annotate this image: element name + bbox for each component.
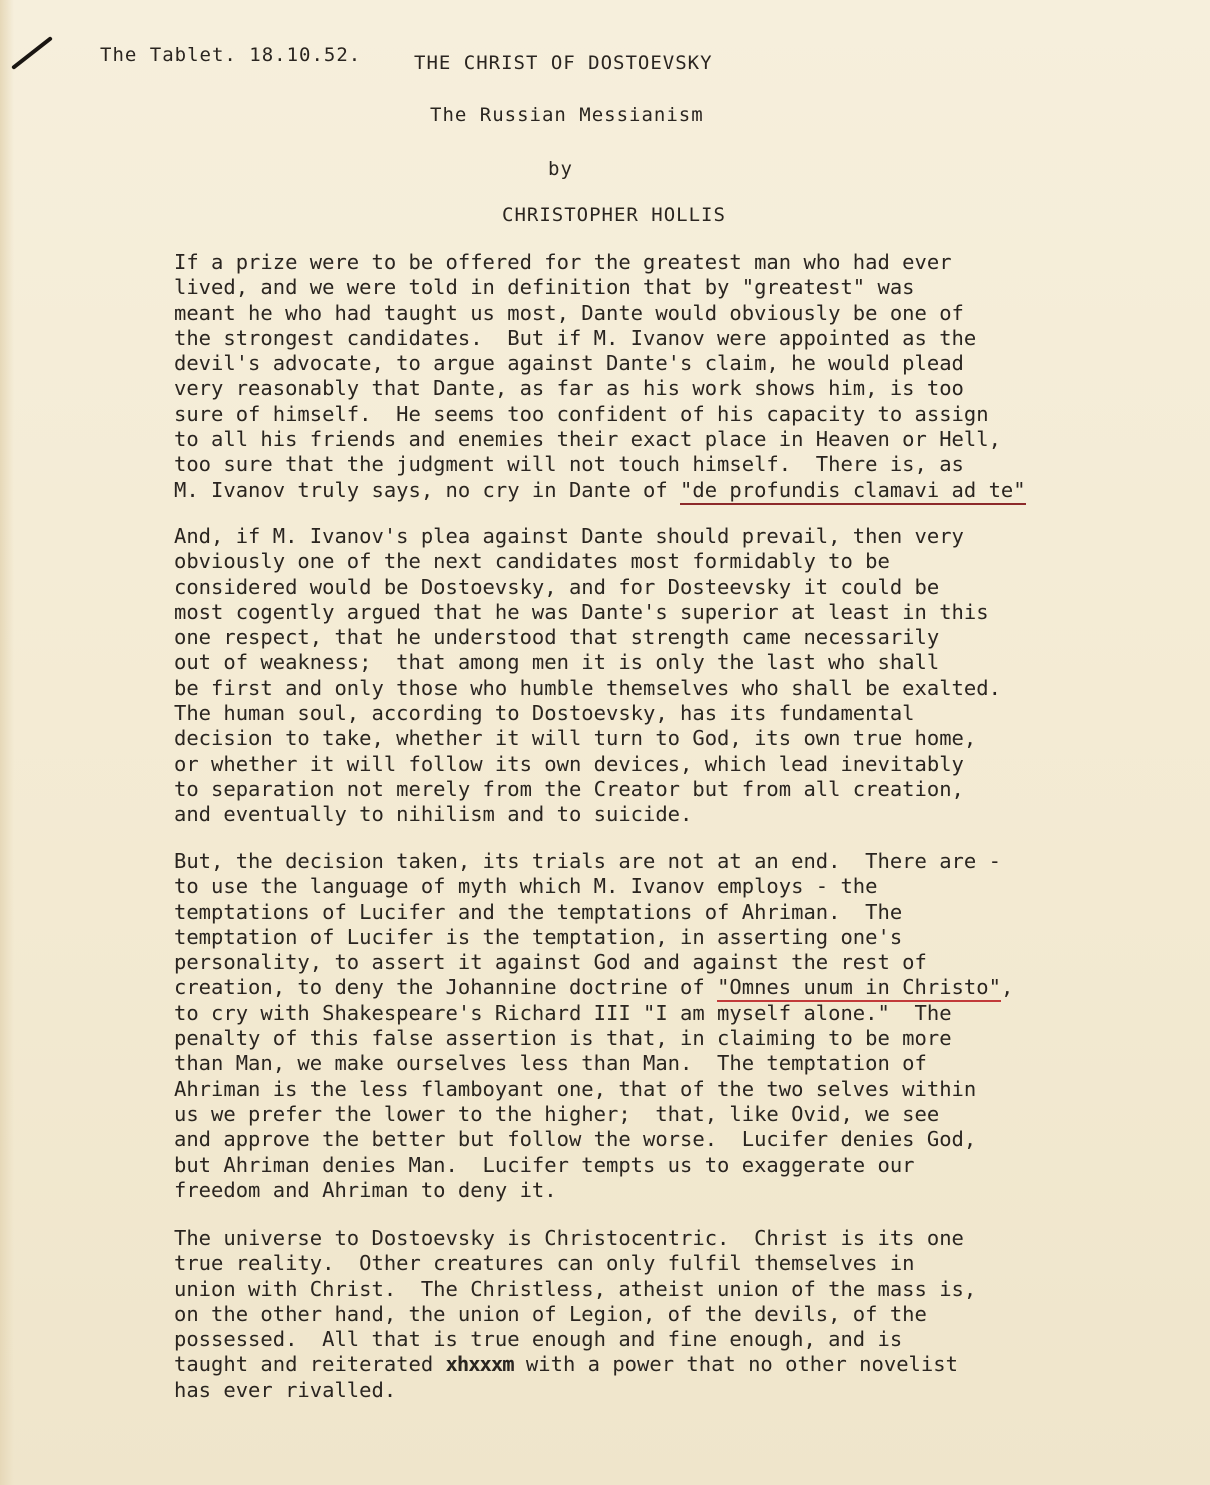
text-line: Ahriman is the less flamboyant one, that of the two selves within — [174, 1076, 977, 1101]
author-name: CHRISTOPHER HOLLIS — [502, 204, 726, 226]
text-line: penalty of this false assertion is that, in claiming to be more — [174, 1026, 952, 1051]
paragraph-1 — [174, 250, 1194, 503]
text-line: freedom and Ahriman to deny it. — [174, 1177, 557, 1202]
source-note: The Tablet. 18.10.52. — [100, 44, 362, 66]
text-segment: taught and reiterated — [174, 1352, 446, 1377]
text-line: obviously one of the next candidates most formidably to be — [174, 549, 890, 574]
text-line: has ever rivalled. — [174, 1377, 397, 1402]
underlined-latin-quote: "de profundis clamavi ad te" — [680, 478, 1026, 505]
text-line: meant he who had taught us most, Dante would obviously be one of — [174, 300, 964, 325]
text-line: but Ahriman denies Man. Lucifer tempts us to exaggerate our — [174, 1152, 915, 1177]
text-line: most cogently argued that he was Dante's superior at least in this — [174, 599, 989, 624]
text-line: temptation of Lucifer is the temptation, in asserting one's — [174, 924, 903, 949]
text-line: be first and only those who humble themselves who shall be exalted. — [174, 675, 1001, 700]
text-line: or whether it will follow its own devices, which lead inevitably — [174, 751, 964, 776]
paper-edge — [0, 0, 14, 1485]
text-line-with-strikeover — [174, 1352, 1194, 1377]
byline-by: by — [548, 158, 573, 180]
text-segment: creation, to deny the Johannine doctrine of — [174, 975, 718, 1000]
text-line: than Man, we make ourselves less than Man. The temptation of — [174, 1051, 927, 1076]
text-line: us we prefer the lower to the higher; that, like Ovid, we see — [174, 1101, 940, 1126]
text-line: devil's advocate, to argue against Dante's claim, he would plead — [174, 351, 964, 376]
text-line: and approve the better but follow the worse. Lucifer denies God, — [174, 1127, 977, 1152]
text-line: to separation not merely from the Creator but from all creation, — [174, 776, 964, 801]
text-segment: , — [1000, 975, 1014, 1000]
text-line-with-quote — [174, 478, 1194, 503]
article-title: THE CHRIST OF DOSTOEVSKY — [414, 52, 713, 74]
text-line: to all his friends and enemies their exact place in Heaven or Hell, — [174, 427, 1001, 452]
text-line: considered would be Dostoevsky, and for Dosteevsky it could be — [174, 574, 940, 599]
text-segment: with a power that no other novelist — [513, 1352, 958, 1377]
paragraph-4 — [174, 1226, 1194, 1403]
text-line-with-quote — [174, 975, 1194, 1000]
text-line: possessed. All that is true enough and fine enough, and is — [174, 1327, 903, 1352]
text-line: decision to take, whether it will turn to God, its own true home, — [174, 726, 977, 751]
text-line: If a prize were to be offered for the greatest man who had ever — [174, 250, 952, 274]
struck-out-word: xhxxxm — [445, 1352, 514, 1377]
underlined-latin-quote: "Omnes unum in Christo" — [717, 975, 1001, 1002]
text-line: too sure that the judgment will not touch himself. There is, as — [174, 452, 964, 477]
text-line: personality, to assert it against God and against the rest of — [174, 950, 927, 975]
text-line: one respect, that he understood that strength came necessarily — [174, 625, 940, 650]
paragraph-2 — [174, 524, 1194, 828]
text-line: union with Christ. The Christless, atheist union of the mass is, — [174, 1276, 977, 1301]
pen-mark — [11, 36, 53, 70]
text-line: to cry with Shakespeare's Richard III "I am myself alone." The — [174, 1000, 952, 1025]
text-line: lived, and we were told in definition that by "greatest" was — [174, 275, 915, 300]
text-line: out of weakness; that among men it is only the last who shall — [174, 650, 940, 675]
text-segment: M. Ivanov truly says, no cry in Dante of — [174, 477, 681, 502]
text-line: And, if M. Ivanov's plea against Dante should prevail, then very — [174, 524, 964, 548]
text-line: on the other hand, the union of Legion, of the devils, of the — [174, 1301, 927, 1326]
article-subtitle: The Russian Messianism — [430, 104, 704, 126]
text-line: But, the decision taken, its trials are not at an end. There are - — [174, 849, 1001, 873]
text-line: the strongest candidates. But if M. Ivanov were appointed as the — [174, 325, 977, 350]
paragraph-3 — [174, 849, 1194, 1203]
text-line: temptations of Lucifer and the temptations of Ahriman. The — [174, 899, 903, 924]
text-line: very reasonably that Dante, as far as his work shows him, is too — [174, 376, 964, 401]
text-line: The universe to Dostoevsky is Christocentric. Christ is its one — [174, 1226, 964, 1250]
text-line: and eventually to nihilism and to suicide. — [174, 802, 693, 827]
text-line: to use the language of myth which M. Ivanov employs - the — [174, 874, 878, 899]
text-line: The human soul, according to Dostoevsky, has its fundamental — [174, 701, 915, 726]
text-line: true reality. Other creatures can only fulfil themselves in — [174, 1251, 915, 1276]
text-line: sure of himself. He seems too confident of his capacity to assign — [174, 401, 989, 426]
